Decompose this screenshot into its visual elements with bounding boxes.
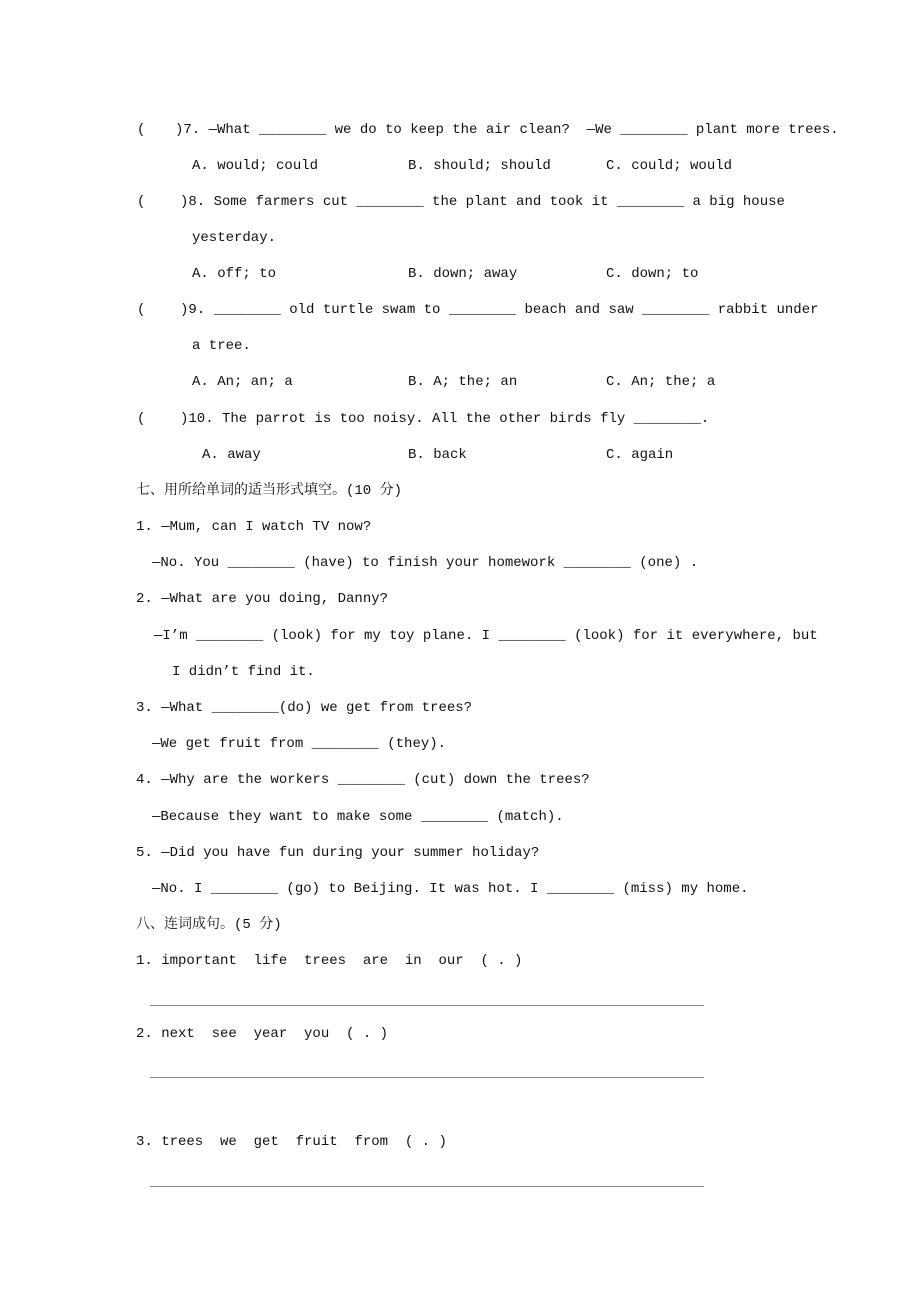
option-c: C. down; to <box>606 266 699 282</box>
option-b: B. should; should <box>408 158 551 174</box>
option-a: A. An; an; a <box>192 374 293 390</box>
s7-line: 3. —What ________(do) we get from trees? <box>136 700 473 716</box>
s8-item: 2. next see year you ( . ) <box>136 1026 389 1042</box>
answer-paren: ( <box>137 194 146 210</box>
option-c: C. again <box>606 447 674 463</box>
option-b: B. back <box>408 447 467 463</box>
question-9-cont: a tree. <box>192 338 251 354</box>
answer-line[interactable] <box>150 1186 704 1187</box>
question-7-stem: )7. —What ________ we do to keep the air clean? —We ________ plant more trees. <box>175 122 839 138</box>
s7-line: —No. I ________ (go) to Beijing. It was hot. I ________ (miss) my home. <box>152 881 749 897</box>
option-a: A. away <box>202 447 261 463</box>
s7-line: —I’m ________ (look) for my toy plane. I ________ (look) for it everywhere, but <box>154 628 818 644</box>
option-b: B. A; the; an <box>408 374 518 390</box>
s8-item: 3. trees we get fruit from ( . ) <box>136 1134 447 1150</box>
question-8-cont: yesterday. <box>192 230 277 246</box>
answer-paren: ( <box>137 411 146 427</box>
answer-paren: ( <box>137 122 146 138</box>
s7-line: 2. —What are you doing, Danny? <box>136 591 389 607</box>
s7-line: —Because they want to make some ________ (match). <box>152 809 564 825</box>
s7-line: —No. You ________ (have) to finish your homework ________ (one) . <box>152 555 699 571</box>
option-b: B. down; away <box>408 266 518 282</box>
s7-line: 5. —Did you have fun during your summer holiday? <box>136 845 540 861</box>
option-a: A. would; could <box>192 158 319 174</box>
s7-line: 4. —Why are the workers ________ (cut) down the trees? <box>136 772 590 788</box>
option-c: C. An; the; a <box>606 374 716 390</box>
option-a: A. off; to <box>192 266 277 282</box>
answer-line[interactable] <box>150 1005 704 1006</box>
s7-line: I didn’t find it. <box>172 664 315 680</box>
answer-line[interactable] <box>150 1077 704 1078</box>
question-10-stem: )10. The parrot is too noisy. All the other birds fly ________. <box>180 411 710 427</box>
question-9-stem: )9. ________ old turtle swam to ________ beach and saw ________ rabbit under <box>180 302 819 318</box>
answer-paren: ( <box>137 302 146 318</box>
option-c: C. could; would <box>606 158 733 174</box>
s7-line: —We get fruit from ________ (they). <box>152 736 447 752</box>
section-8-title: 八、连词成句。(5 分) <box>136 917 282 933</box>
s8-item: 1. important life trees are in our ( . ) <box>136 953 523 969</box>
question-8-stem: )8. Some farmers cut ________ the plant and took it ________ a big house <box>180 194 785 210</box>
section-7-title: 七、用所给单词的适当形式填空。(10 分) <box>136 483 403 499</box>
s7-line: 1. —Mum, can I watch TV now? <box>136 519 372 535</box>
